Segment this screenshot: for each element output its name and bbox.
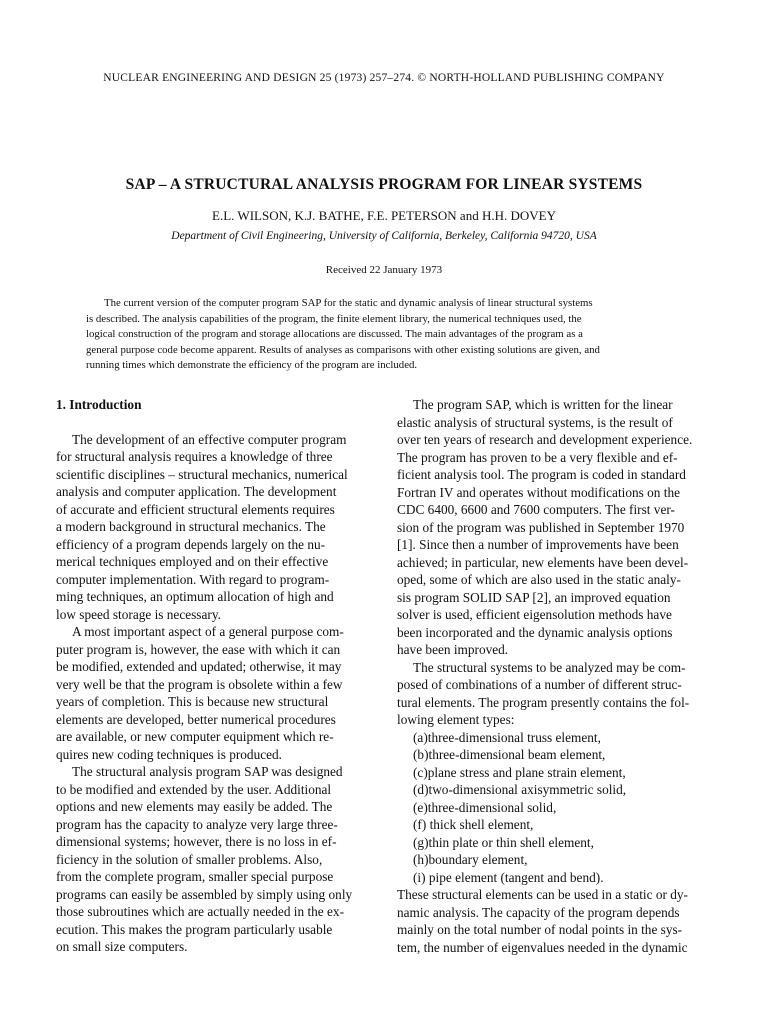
author-list: E.L. WILSON, K.J. BATHE, F.E. PETERSON and H.H. DOVEY <box>212 208 556 223</box>
paragraph-line: The program has proven to be a very flexible and ef- <box>397 449 678 465</box>
paragraph-line: analysis and computer application. The development <box>56 484 337 499</box>
paragraph-line: tural elements. The program presently contains the fol- <box>397 694 690 710</box>
paragraph-line: have been improved. <box>397 642 509 657</box>
paragraph-line: oped, some of which are also used in the static analy- <box>397 572 681 587</box>
paragraph-line: ficient analysis tool. The program is coded in standard <box>397 467 686 482</box>
element-list-item: (b)three-dimensional beam element, <box>413 747 606 762</box>
paragraph-line: a modern background in structural mechanics. The <box>56 519 326 534</box>
paragraph-line: Fortran IV and operates without modifications on the <box>397 484 680 500</box>
paragraph-line: tem, the number of eigenvalues needed in the dynamic <box>397 939 688 955</box>
paragraph-line: those subroutines which are actually needed in the ex- <box>56 904 344 919</box>
abstract <box>86 296 686 374</box>
paragraph-line: years of completion. This is because new structural <box>56 694 329 709</box>
element-list-item: (i) pipe element (tangent and bend). <box>413 869 604 885</box>
paragraph-line: to be modified and extended by the user. Additional <box>56 781 332 797</box>
paragraph-line: efficiency of a program depends largely on the nu- <box>56 536 326 552</box>
paragraph-line: merical techniques employed and on their effective <box>56 554 329 569</box>
paragraph-line: ecution. This makes the program particularly usable <box>56 921 333 937</box>
paragraph-line: lowing element types: <box>397 712 515 727</box>
paragraph-line: quires new coding techniques is produced. <box>56 746 282 762</box>
abstract-line: general purpose code become apparent. Results of analyses as comparisons with other existing solutions are given, and <box>86 343 600 356</box>
abstract-line: running times which demonstrate the efficiency of the program are included. <box>86 359 418 372</box>
abstract-line: is described. The analysis capabilities of the program, the finite element library, the numerical techniques used, the <box>86 312 582 325</box>
paragraph-line: sion of the program was published in September 1970 <box>397 519 685 535</box>
paragraph-line: These structural elements can be used in a static or dy- <box>397 887 688 902</box>
received-date: Received 22 January 1973 <box>325 264 443 276</box>
paragraph-line: sis program SOLID SAP [2], an improved equation <box>397 589 671 605</box>
paper-title: SAP – A STRUCTURAL ANALYSIS PROGRAM FOR LINEAR SYSTEMS <box>125 176 643 193</box>
paragraph-line: program has the capacity to analyze very large three- <box>56 816 338 832</box>
left-column <box>56 396 376 956</box>
element-list-item: (c)plane stress and plane strain element, <box>413 764 626 780</box>
paragraph-line: scientific disciplines – structural mechanics, numerical <box>56 466 348 482</box>
paragraph-line: elastic analysis of structural systems, is the result of <box>397 414 673 430</box>
element-list-item: (d)two-dimensional axisymmetric solid, <box>413 782 627 797</box>
section-heading: 1. Introduction <box>56 397 142 412</box>
paragraph-line: A most important aspect of a general purpose com- <box>72 624 344 639</box>
author-affiliation: Department of Civil Engineering, University of California, Berkeley, California 94720, USA <box>171 230 597 242</box>
paragraph-line: CDC 6400, 6600 and 7600 computers. The first ver- <box>397 502 675 517</box>
paragraph-line: be modified, extended and updated; otherwise, it may <box>56 659 342 674</box>
paragraph-line: programs can easily be assembled by simply using only <box>56 886 353 902</box>
paragraph-line: solver is used, efficient eigensolution methods have <box>397 607 672 622</box>
paragraph-line: The structural systems to be analyzed may be com- <box>413 659 686 675</box>
paragraph-line: ficiency in the solution of smaller problems. Also, <box>56 851 323 867</box>
paragraph-line: elements are developed, better numerical procedures <box>56 711 336 727</box>
element-list-item: (f) thick shell element, <box>413 817 534 832</box>
element-list-item: (e)three-dimensional solid, <box>413 799 557 815</box>
paragraph-line: for structural analysis requires a knowledge of three <box>56 449 333 464</box>
paragraph-line: The program SAP, which is written for the linear <box>413 397 673 412</box>
paragraph-line: computer implementation. With regard to program- <box>56 571 330 587</box>
paragraph-line: on small size computers. <box>56 939 188 954</box>
paragraph-line: mainly on the total number of nodal points in the sys- <box>397 922 683 937</box>
paragraph-line: dimensional systems; however, there is no loss in ef- <box>56 834 337 849</box>
paragraph-line: ming techniques, an optimum allocation of high and <box>56 589 334 604</box>
paragraph-line: of accurate and efficient structural elements requires <box>56 501 335 517</box>
paragraph-line: puter program is, however, the ease with which it can <box>56 641 341 657</box>
paragraph-line: been incorporated and the dynamic analysis options <box>397 624 673 640</box>
right-column <box>397 396 717 956</box>
paragraph-line: namic analysis. The capacity of the program depends <box>397 904 680 920</box>
paragraph-line: posed of combinations of a number of different struc- <box>397 677 682 692</box>
paragraph-line: low speed storage is necessary. <box>56 606 221 622</box>
element-list-item: (a)three-dimensional truss element, <box>413 729 601 745</box>
paragraph-line: options and new elements may easily be added. The <box>56 799 333 814</box>
paragraph-line: are available, or new computer equipment which re- <box>56 729 334 744</box>
paragraph-line: The development of an effective computer program <box>72 431 347 447</box>
spacer <box>56 414 376 431</box>
paragraph-line: [1]. Since then a number of improvements have been <box>397 537 679 552</box>
paragraph-line: from the complete program, smaller special purpose <box>56 869 334 884</box>
abstract-line: The current version of the computer program SAP for the static and dynamic analysis of linear structural systems <box>104 297 593 309</box>
journal-citation-line: NUCLEAR ENGINEERING AND DESIGN 25 (1973) 257–274. © NORTH-HOLLAND PUBLISHING COMPANY <box>103 72 665 84</box>
abstract-line: logical construction of the program and storage allocations are discussed. The main advantages of the program as a <box>86 328 583 341</box>
element-list-item: (g)thin plate or thin shell element, <box>413 834 594 850</box>
paragraph-line: very well be that the program is obsolete within a few <box>56 676 343 692</box>
element-list-item: (h)boundary element, <box>413 852 528 867</box>
paragraph-line: achieved; in particular, new elements have been devel- <box>397 554 689 570</box>
paragraph-line: over ten years of research and development experience. <box>397 432 693 447</box>
paragraph-line: The structural analysis program SAP was designed <box>72 764 343 779</box>
